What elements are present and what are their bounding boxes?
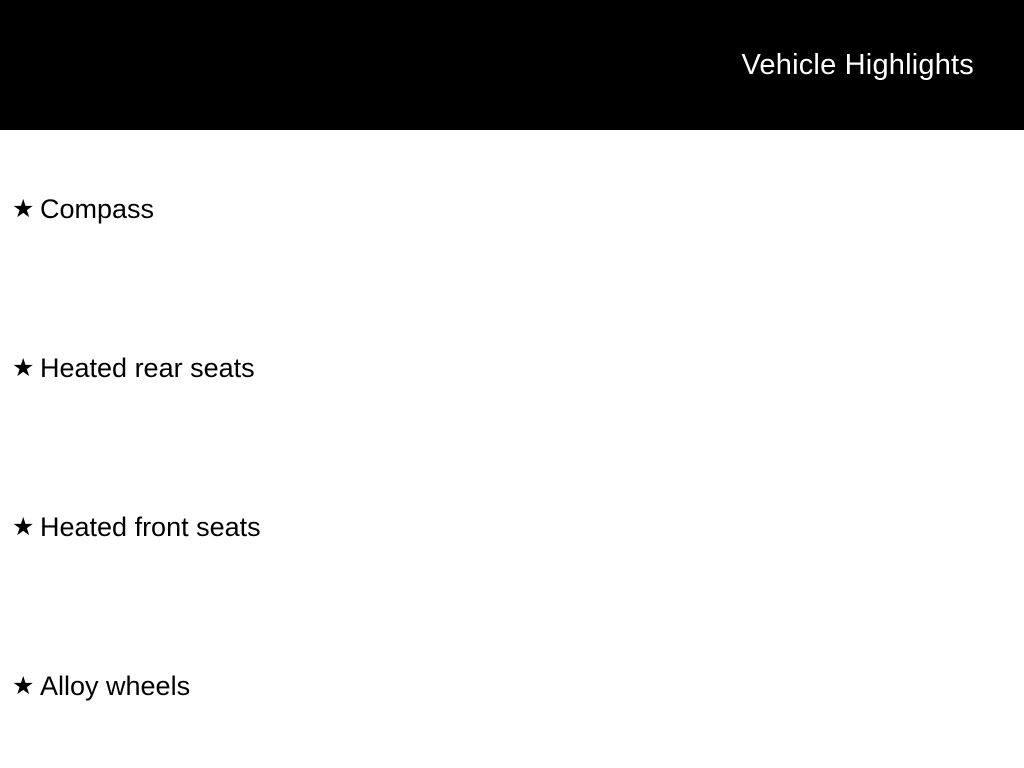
vehicle-highlights-list [0,130,1024,766]
header-bar [0,0,1024,130]
star-icon: ★ [12,513,35,541]
star-icon: ★ [12,354,35,382]
star-icon: ★ [12,672,35,700]
list-item [0,289,1024,448]
highlight-label: Heated rear seats [40,353,255,383]
list-item [0,130,1024,289]
list-item [0,448,1024,607]
highlight-label: Heated front seats [40,512,261,542]
page-title: Vehicle Highlights [741,48,974,81]
highlight-label: Compass [40,194,155,224]
list-item [0,607,1024,766]
highlight-label: Alloy wheels [40,671,191,701]
star-icon: ★ [12,195,35,223]
